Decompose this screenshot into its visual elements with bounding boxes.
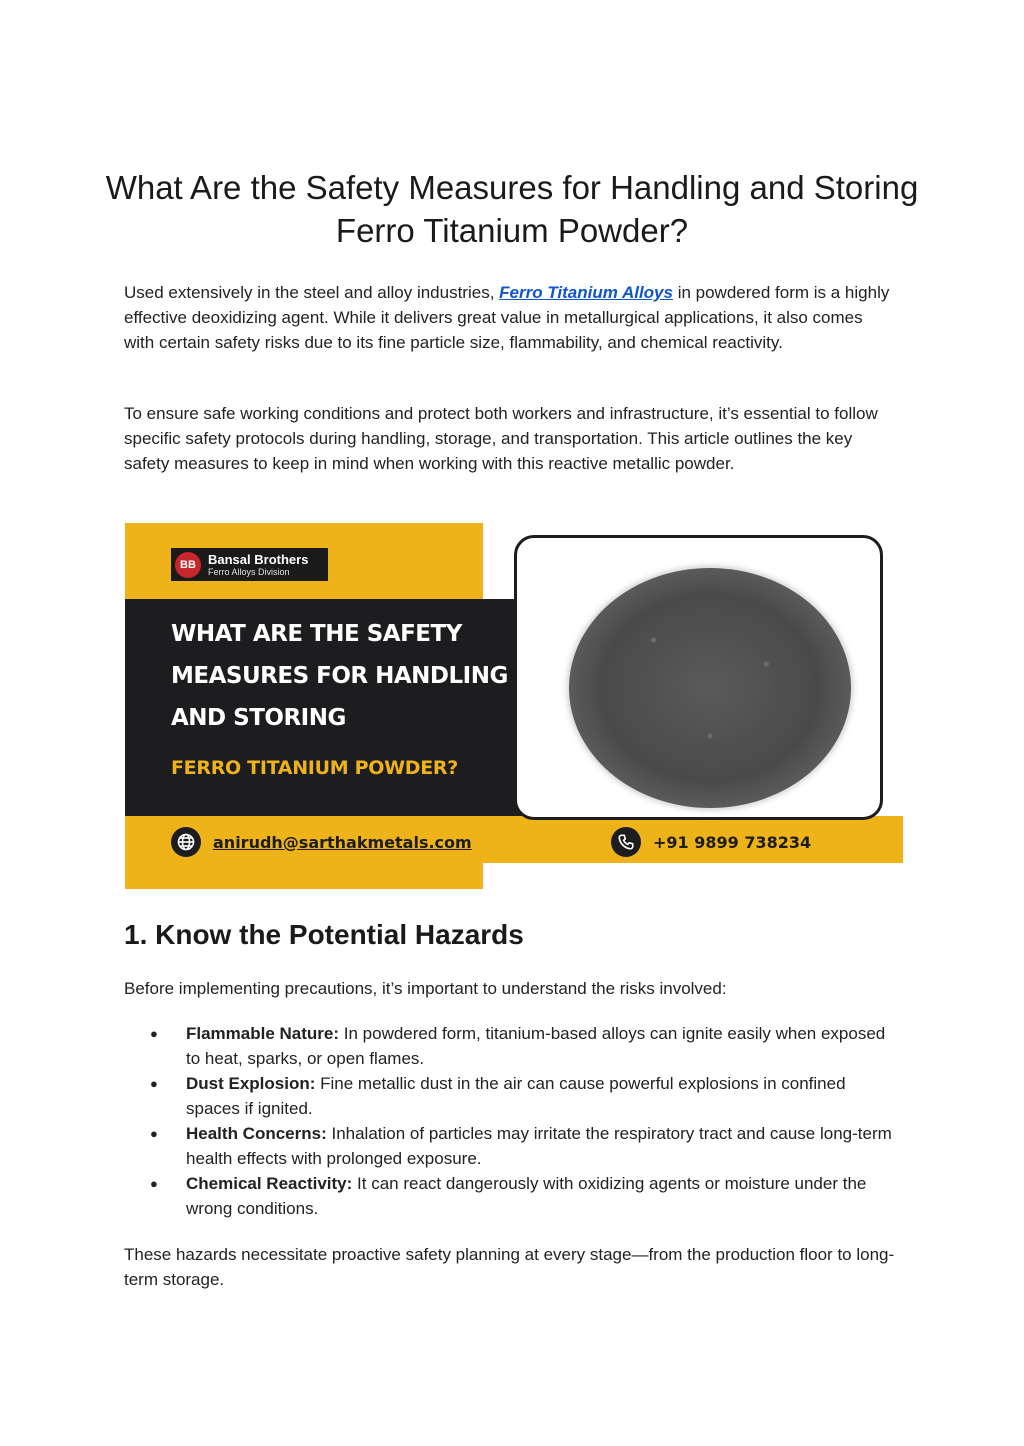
phone-icon bbox=[611, 827, 641, 857]
ferro-titanium-powder-image bbox=[569, 568, 851, 808]
hazards-lead-paragraph: Before implementing precautions, it’s important to understand the risks involved: bbox=[124, 979, 727, 998]
hazard-term: Health Concerns: bbox=[186, 1124, 327, 1143]
safety-protocols-paragraph: To ensure safe working conditions and protect both workers and infrastructure, it’s essential to follow specific safety protocols during handling, storage, and transportation. This article outlines the key safety measures to keep in mind when working with this reactive metallic powder. bbox=[124, 404, 878, 473]
banner-heading-line: AND STORING bbox=[171, 705, 346, 731]
bullet-icon: ● bbox=[150, 1176, 158, 1191]
document-title: What Are the Safety Measures for Handling and Storing Ferro Titanium Powder? bbox=[105, 169, 919, 249]
section-heading-hazards: 1. Know the Potential Hazards bbox=[124, 919, 524, 950]
bullet-icon: ● bbox=[150, 1126, 158, 1141]
list-item bbox=[124, 1071, 896, 1121]
hazard-term: Dust Explosion: bbox=[186, 1074, 316, 1093]
hazard-list bbox=[124, 1021, 896, 1221]
banner-heading-line: WHAT ARE THE SAFETY bbox=[171, 621, 462, 647]
hazard-description: Fine metallic dust in the air can cause powerful explosions in confined spaces if ignited. bbox=[186, 1074, 846, 1118]
list-item bbox=[124, 1121, 896, 1171]
banner-phone-contact bbox=[611, 827, 811, 857]
banner-heading bbox=[171, 613, 511, 739]
banner-heading-line: MEASURES FOR HANDLING bbox=[171, 663, 508, 689]
banner-phone: +91 9899 738234 bbox=[653, 832, 812, 852]
bullet-icon: ● bbox=[150, 1026, 158, 1041]
list-item bbox=[124, 1021, 896, 1071]
hazard-term: Flammable Nature: bbox=[186, 1024, 340, 1043]
bansal-brothers-logo bbox=[171, 548, 328, 581]
logo-name: Bansal Brothers bbox=[208, 551, 309, 567]
ferro-titanium-alloys-link[interactable]: Ferro Titanium Alloys bbox=[499, 283, 673, 302]
globe-icon bbox=[171, 827, 201, 857]
hazards-closing-paragraph: These hazards necessitate proactive safety planning at every stage—from the production floor to long-term storage. bbox=[124, 1245, 895, 1289]
intro-text-before: Used extensively in the steel and alloy industries, bbox=[124, 283, 500, 302]
intro-text-after: in powdered form is a highly effective deoxidizing agent. While it delivers great value in metallurgical applications, it also comes with certain safety risks due to its fine particle size, flammability, and chemical reactivity. bbox=[124, 283, 890, 352]
hazard-description: It can react dangerously with oxidizing agents or moisture under the wrong conditions. bbox=[186, 1174, 867, 1218]
powder-photo-frame bbox=[514, 535, 883, 820]
list-item bbox=[124, 1171, 896, 1221]
intro-paragraph bbox=[124, 280, 896, 355]
logo-emblem-icon: BB bbox=[175, 552, 201, 578]
article-banner-image bbox=[125, 523, 903, 889]
hazard-term: Chemical Reactivity: bbox=[186, 1174, 353, 1193]
logo-subtitle: Ferro Alloys Division bbox=[208, 566, 290, 577]
banner-subheading: FERRO TITANIUM POWDER? bbox=[171, 757, 458, 779]
bullet-icon: ● bbox=[150, 1076, 158, 1091]
hazard-description: Inhalation of particles may irritate the respiratory tract and cause long-term health effects with prolonged exposure. bbox=[186, 1124, 892, 1168]
banner-email-contact bbox=[171, 827, 472, 857]
banner-yellow-band-tail bbox=[125, 863, 483, 889]
hazard-description: In powdered form, titanium-based alloys can ignite easily when exposed to heat, sparks, or open flames. bbox=[186, 1024, 886, 1068]
banner-email: anirudh@sarthakmetals.com bbox=[213, 832, 472, 852]
